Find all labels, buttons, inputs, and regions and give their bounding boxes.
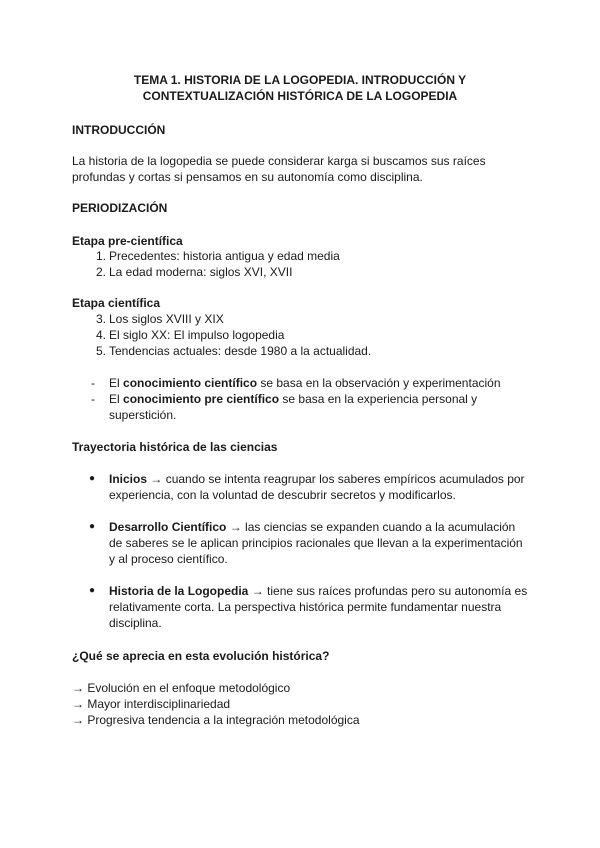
arrow-item: → Progresiva tendencia a la integración metodológica (72, 713, 360, 727)
bullet-marker: ● (89, 521, 96, 532)
bullet-body: tiene sus raíces profundas pero su autonomía es relativamente corta. La perspectiva histórica permite fundamentar nuestra disciplina. (109, 584, 528, 630)
list-number: 2. (95, 265, 106, 279)
title-line-2: CONTEXTUALIZACIÓN HISTÓRICA DE LA LOGOPEDIA (142, 89, 458, 103)
dash-text (109, 375, 509, 391)
dash-text-post: se basa en la experiencia personal y superstición. (109, 392, 478, 422)
dash-marker: - (91, 392, 95, 406)
question-heading: ¿Qué se aprecia en esta evolución histórica? (72, 649, 330, 663)
dash-text-bold: conocimiento pre científico (123, 392, 280, 406)
list-number: 5. (95, 344, 106, 358)
list-number: 3. (95, 312, 106, 326)
list-number: 4. (95, 328, 106, 342)
dash-text-bold: conocimiento científico (123, 376, 258, 390)
document-title (60, 72, 540, 104)
arrow-item: → Mayor interdisciplinariedad (72, 697, 231, 711)
bullet-text (109, 471, 529, 503)
bullet-text (109, 583, 529, 631)
etapa-pre-heading: Etapa pre-científica (72, 234, 183, 248)
bullet-arrow: → (226, 520, 246, 534)
list-text: Los siglos XVIII y XIX (109, 312, 224, 326)
bullet-marker: ● (89, 473, 96, 484)
list-text: La edad moderna: siglos XVI, XVII (109, 265, 293, 279)
list-text: El siglo XX: El impulso logopedia (109, 328, 285, 342)
trayectoria-heading: Trayectoria histórica de las ciencias (72, 440, 278, 454)
dash-text-pre: El (109, 376, 124, 390)
bullet-text (109, 519, 529, 567)
bullet-bold: Desarrollo Científico (109, 520, 227, 534)
intro-paragraph: La historia de la logopedia se puede considerar karga si buscamos sus raíces profundas y cortas si pensamos en su autonomía como disciplina. (72, 154, 486, 184)
dash-marker: - (91, 376, 95, 390)
bullet-body: las ciencias se expanden cuando a la acumulación de saberes se le aplican principios racionales que llevan a la experimentación y al proceso científico. (109, 520, 523, 566)
bullet-bold: Historia de la Logopedia (109, 584, 249, 598)
bullet-arrow: → (147, 472, 166, 486)
title-line-1: TEMA 1. HISTORIA DE LA LOGOPEDIA. INTRODUCCIÓN Y (133, 73, 467, 87)
list-number: 1. (95, 249, 106, 263)
etapa-cientifica-heading: Etapa científica (72, 296, 161, 310)
intro-heading: INTRODUCCIÓN (72, 123, 166, 137)
bullet-bold: Inicios (109, 472, 148, 486)
bullet-body: cuando se intenta reagrupar los saberes empíricos acumulados por experiencia, con la voluntad de descubrir secretos y modificarlos. (109, 472, 525, 502)
dash-text-post: se basa en la observación y experimentación (257, 376, 501, 390)
list-text: Tendencias actuales: desde 1980 a la actualidad. (109, 344, 372, 358)
dash-text-pre: El (109, 392, 124, 406)
list-text: Precedentes: historia antigua y edad media (109, 249, 340, 263)
dash-text (109, 391, 509, 423)
bullet-arrow: → (248, 584, 268, 598)
periodizacion-heading: PERIODIZACIÓN (72, 201, 168, 215)
bullet-marker: ● (89, 585, 96, 596)
arrow-item: → Evolución en el enfoque metodológico (72, 681, 291, 695)
